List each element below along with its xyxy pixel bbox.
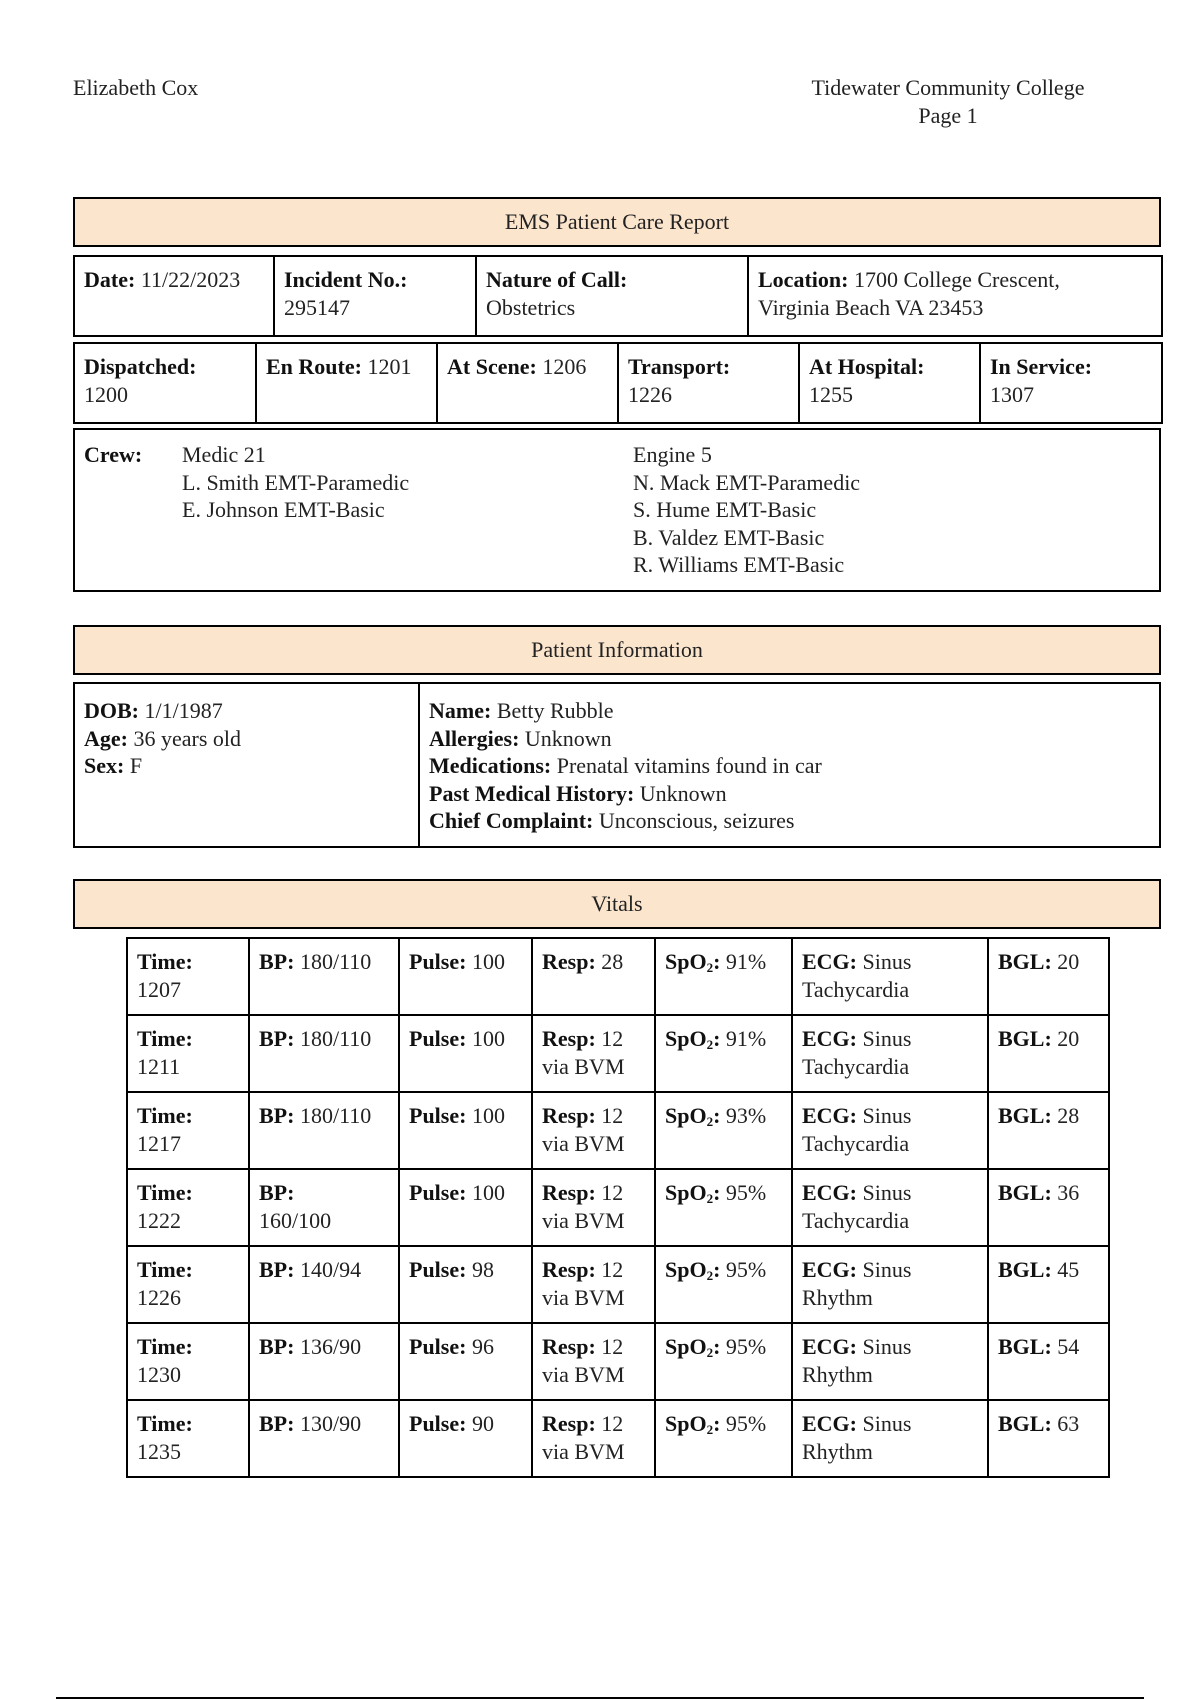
resp-label: Resp: — [542, 1334, 596, 1359]
patient-info-band — [73, 625, 1161, 675]
time-value: 1230 — [137, 1361, 181, 1387]
patient-history — [420, 684, 1159, 846]
resp-label: Resp: — [542, 1026, 596, 1051]
vitals-row — [127, 1169, 1109, 1246]
ecg-label: ECG: — [802, 1257, 857, 1282]
author-name: Elizabeth Cox — [73, 75, 199, 100]
page-number: Page 1 — [918, 102, 978, 128]
vitals-row — [127, 1092, 1109, 1169]
bp-value: 180/110 — [299, 1026, 372, 1051]
time-value: 1207 — [137, 976, 181, 1002]
vitals-pulse-cell — [399, 1400, 532, 1477]
vitals-time-cell — [127, 1169, 249, 1246]
time-cell-en-route — [256, 343, 437, 423]
date-value: 11/22/2023 — [140, 267, 241, 292]
ecg-value-line2: Rhythm — [802, 1284, 873, 1310]
spo2-value: 93% — [725, 1103, 767, 1128]
time-value: 1200 — [84, 381, 128, 407]
ecg-value-line2: Tachycardia — [802, 1130, 910, 1156]
time-value: 1307 — [990, 381, 1034, 407]
pulse-value: 90 — [471, 1411, 494, 1436]
crew-box — [73, 428, 1161, 592]
resp-method: via BVM — [542, 1130, 625, 1156]
time-cell-dispatched — [74, 343, 256, 423]
crew-member: E. Johnson EMT-Basic — [182, 497, 385, 522]
time-label: Time: — [137, 1257, 193, 1282]
ecg-value-line2: Tachycardia — [802, 1207, 910, 1233]
crew-member: Engine 5 — [633, 442, 712, 467]
time-cell-in-service — [980, 343, 1162, 423]
spo2-subscript: 2 — [706, 1345, 714, 1360]
bgl-label: BGL: — [998, 1180, 1052, 1205]
vitals-pulse-cell — [399, 938, 532, 1015]
pulse-label: Pulse: — [409, 1026, 467, 1051]
vitals-title: Vitals — [591, 891, 643, 917]
spo2-colon: : — [713, 1180, 721, 1205]
age-value: 36 years old — [133, 725, 242, 751]
spo2-label: SpO — [665, 949, 707, 974]
spo2-subscript: 2 — [706, 960, 714, 975]
crew-member: L. Smith EMT-Paramedic — [182, 469, 410, 495]
allergies-value: Unknown — [524, 725, 612, 751]
pulse-label: Pulse: — [409, 1103, 467, 1128]
vitals-bgl-cell — [988, 1400, 1109, 1477]
bgl-label: BGL: — [998, 1334, 1052, 1359]
vitals-row — [127, 1400, 1109, 1477]
dob-value: 1/1/1987 — [144, 698, 223, 723]
vitals-ecg-cell — [792, 1092, 988, 1169]
time-label: Time: — [137, 1180, 193, 1205]
chief-complaint-label: Chief Complaint: — [429, 808, 594, 833]
vitals-time-cell — [127, 1323, 249, 1400]
vitals-pulse-cell — [399, 1092, 532, 1169]
spo2-colon: : — [713, 949, 721, 974]
vitals-resp-cell — [532, 1169, 655, 1246]
time-value: 1222 — [137, 1207, 181, 1233]
spo2-value: 95% — [725, 1411, 767, 1436]
vitals-bgl-cell — [988, 1169, 1109, 1246]
vitals-row — [127, 1015, 1109, 1092]
incident-cell — [274, 256, 476, 336]
vitals-row — [127, 1246, 1109, 1323]
vitals-spo2-cell — [655, 1015, 792, 1092]
resp-value: 28 — [601, 949, 624, 974]
resp-value: 12 — [601, 1334, 624, 1359]
vitals-band — [73, 879, 1161, 929]
vitals-ecg-cell — [792, 1015, 988, 1092]
resp-method: via BVM — [542, 1284, 625, 1310]
spo2-value: 95% — [725, 1180, 767, 1205]
spo2-label: SpO — [665, 1103, 707, 1128]
resp-value: 12 — [601, 1411, 624, 1436]
spo2-subscript: 2 — [706, 1268, 714, 1283]
resp-method: via BVM — [542, 1361, 625, 1387]
date-cell — [74, 256, 274, 336]
spo2-label: SpO — [665, 1026, 707, 1051]
ecg-value-line2: Rhythm — [802, 1438, 873, 1464]
pulse-value: 100 — [471, 1026, 505, 1051]
bp-label: BP: — [259, 1180, 295, 1205]
vitals-ecg-cell — [792, 1169, 988, 1246]
bgl-value: 63 — [1057, 1411, 1080, 1436]
ecg-value-line2: Tachycardia — [802, 1053, 910, 1079]
vitals-resp-cell — [532, 1015, 655, 1092]
vitals-resp-cell — [532, 1246, 655, 1323]
ecg-value: Sinus — [862, 949, 912, 974]
crew-label: Crew: — [84, 442, 143, 467]
pulse-label: Pulse: — [409, 1257, 467, 1282]
location-value: 1700 College Crescent, — [853, 267, 1060, 292]
spo2-label: SpO — [665, 1334, 707, 1359]
bp-label: BP: — [259, 1026, 295, 1051]
vitals-ecg-cell — [792, 938, 988, 1015]
time-cell-transport — [618, 343, 799, 423]
bgl-value: 54 — [1057, 1334, 1080, 1359]
bp-label: BP: — [259, 1334, 295, 1359]
bgl-value: 20 — [1057, 1026, 1080, 1051]
time-value: 1217 — [137, 1130, 181, 1156]
time-cell-at-hospital — [799, 343, 980, 423]
crew-unit-medic — [182, 441, 409, 524]
nature-cell — [476, 256, 748, 336]
vitals-pulse-cell — [399, 1015, 532, 1092]
pulse-value: 98 — [471, 1257, 494, 1282]
page-header-right — [798, 74, 1098, 129]
pulse-label: Pulse: — [409, 949, 467, 974]
resp-method: via BVM — [542, 1053, 625, 1079]
time-label: Time: — [137, 1411, 193, 1436]
report-title: EMS Patient Care Report — [504, 209, 730, 235]
spo2-value: 91% — [725, 1026, 767, 1051]
time-cell-at-scene — [437, 343, 618, 423]
resp-label: Resp: — [542, 1411, 596, 1436]
vitals-spo2-cell — [655, 1246, 792, 1323]
patient-info-title: Patient Information — [531, 637, 703, 663]
bgl-label: BGL: — [998, 949, 1052, 974]
spo2-value: 95% — [725, 1257, 767, 1282]
bp-label: BP: — [259, 1411, 295, 1436]
crew-member: Medic 21 — [182, 442, 266, 467]
resp-method: via BVM — [542, 1207, 625, 1233]
vitals-bgl-cell — [988, 1246, 1109, 1323]
name-label: Name: — [429, 698, 492, 723]
bgl-label: BGL: — [998, 1411, 1052, 1436]
location-value-line2: Virginia Beach VA 23453 — [758, 294, 984, 320]
ecg-value: Sinus — [862, 1180, 912, 1205]
pulse-label: Pulse: — [409, 1411, 467, 1436]
spo2-subscript: 2 — [706, 1191, 714, 1206]
ecg-label: ECG: — [802, 1026, 857, 1051]
vitals-resp-cell — [532, 1323, 655, 1400]
time-value: 1255 — [809, 381, 853, 407]
time-label: Transport: — [628, 354, 731, 379]
sex-label: Sex: — [84, 753, 125, 778]
time-value: 1201 — [367, 354, 412, 379]
time-label: Time: — [137, 1026, 193, 1051]
vitals-bp-cell — [249, 1323, 399, 1400]
bp-value: 140/94 — [299, 1257, 362, 1282]
vitals-spo2-cell — [655, 1323, 792, 1400]
time-label: At Scene: — [447, 354, 537, 379]
crew-member: N. Mack EMT-Paramedic — [633, 469, 861, 495]
spo2-subscript: 2 — [706, 1422, 714, 1437]
spo2-value: 95% — [725, 1334, 767, 1359]
time-label: At Hospital: — [809, 354, 925, 379]
resp-label: Resp: — [542, 1257, 596, 1282]
ecg-label: ECG: — [802, 949, 857, 974]
vitals-pulse-cell — [399, 1323, 532, 1400]
bp-value: 136/90 — [299, 1334, 362, 1359]
vitals-ecg-cell — [792, 1400, 988, 1477]
pulse-label: Pulse: — [409, 1180, 467, 1205]
resp-method: via BVM — [542, 1438, 625, 1464]
vitals-ecg-cell — [792, 1323, 988, 1400]
date-label: Date: — [84, 267, 136, 292]
pulse-label: Pulse: — [409, 1334, 467, 1359]
bp-value: 180/110 — [299, 949, 372, 974]
bgl-value: 28 — [1057, 1103, 1080, 1128]
name-value: Betty Rubble — [496, 698, 614, 723]
vitals-time-cell — [127, 1400, 249, 1477]
vitals-pulse-cell — [399, 1246, 532, 1323]
location-cell — [748, 256, 1162, 336]
vitals-spo2-cell — [655, 1169, 792, 1246]
spo2-colon: : — [713, 1257, 721, 1282]
vitals-time-cell — [127, 938, 249, 1015]
times-table — [73, 342, 1163, 424]
bgl-label: BGL: — [998, 1257, 1052, 1282]
spo2-colon: : — [713, 1334, 721, 1359]
ecg-value: Sinus — [862, 1103, 912, 1128]
pmh-value: Unknown — [639, 780, 727, 806]
incident-value: 295147 — [284, 294, 350, 320]
vitals-bgl-cell — [988, 938, 1109, 1015]
vitals-resp-cell — [532, 1400, 655, 1477]
vitals-bp-cell — [249, 1092, 399, 1169]
vitals-bp-cell — [249, 1169, 399, 1246]
spo2-label: SpO — [665, 1411, 707, 1436]
vitals-ecg-cell — [792, 1246, 988, 1323]
resp-label: Resp: — [542, 949, 596, 974]
pulse-value: 100 — [471, 949, 505, 974]
resp-value: 12 — [601, 1180, 624, 1205]
vitals-bp-cell — [249, 938, 399, 1015]
footer-rule — [56, 1697, 1144, 1699]
vitals-bp-cell — [249, 1246, 399, 1323]
spo2-label: SpO — [665, 1257, 707, 1282]
spo2-subscript: 2 — [706, 1114, 714, 1129]
pulse-value: 100 — [471, 1180, 505, 1205]
vitals-table — [126, 937, 1110, 1478]
ecg-value: Sinus — [862, 1411, 912, 1436]
location-label: Location: — [758, 267, 849, 292]
spo2-label: SpO — [665, 1180, 707, 1205]
bgl-value: 36 — [1057, 1180, 1080, 1205]
time-value: 1226 — [137, 1284, 181, 1310]
vitals-bp-cell — [249, 1015, 399, 1092]
vitals-bgl-cell — [988, 1015, 1109, 1092]
time-label: In Service: — [990, 354, 1093, 379]
vitals-spo2-cell — [655, 1400, 792, 1477]
crew-member: R. Williams EMT-Basic — [633, 552, 845, 577]
bp-label: BP: — [259, 1103, 295, 1128]
nature-label: Nature of Call: — [486, 267, 628, 292]
time-label: Time: — [137, 1103, 193, 1128]
ecg-value: Sinus — [862, 1026, 912, 1051]
spo2-colon: : — [713, 1103, 721, 1128]
time-value: 1211 — [137, 1053, 181, 1079]
time-label: En Route: — [266, 354, 362, 379]
ecg-value: Sinus — [862, 1257, 912, 1282]
vitals-pulse-cell — [399, 1169, 532, 1246]
resp-value: 12 — [601, 1257, 624, 1282]
vitals-bp-cell — [249, 1400, 399, 1477]
chief-complaint-value: Unconscious, seizures — [598, 808, 795, 833]
bp-value: 180/110 — [299, 1103, 372, 1128]
vitals-row — [127, 1323, 1109, 1400]
ecg-value: Sinus — [862, 1334, 912, 1359]
ecg-value-line2: Tachycardia — [802, 976, 910, 1002]
bp-label: BP: — [259, 949, 295, 974]
time-value: 1226 — [628, 381, 672, 407]
crew-member: B. Valdez EMT-Basic — [633, 524, 825, 550]
vitals-resp-cell — [532, 1092, 655, 1169]
bp-label: BP: — [259, 1257, 295, 1282]
time-label: Dispatched: — [84, 354, 197, 379]
vitals-bgl-cell — [988, 1323, 1109, 1400]
incident-info-table — [73, 255, 1163, 337]
institution-name: Tidewater Community College — [811, 75, 1085, 100]
ecg-value-line2: Rhythm — [802, 1361, 873, 1387]
allergies-label: Allergies: — [429, 725, 520, 751]
dob-label: DOB: — [84, 698, 139, 723]
bgl-label: BGL: — [998, 1103, 1052, 1128]
resp-value: 12 — [601, 1026, 624, 1051]
resp-label: Resp: — [542, 1180, 596, 1205]
ecg-label: ECG: — [802, 1334, 857, 1359]
pulse-value: 100 — [471, 1103, 505, 1128]
vitals-resp-cell — [532, 938, 655, 1015]
vitals-time-cell — [127, 1092, 249, 1169]
resp-label: Resp: — [542, 1103, 596, 1128]
medications-value: Prenatal vitamins found in car — [556, 753, 822, 778]
time-label: Time: — [137, 949, 193, 974]
vitals-time-cell — [127, 1246, 249, 1323]
ecg-label: ECG: — [802, 1411, 857, 1436]
crew-unit-engine — [633, 441, 860, 579]
spo2-colon: : — [713, 1411, 721, 1436]
report-title-band — [73, 197, 1161, 247]
resp-value: 12 — [601, 1103, 624, 1128]
sex-value: F — [129, 753, 143, 778]
vitals-time-cell — [127, 1015, 249, 1092]
ecg-label: ECG: — [802, 1103, 857, 1128]
ecg-label: ECG: — [802, 1180, 857, 1205]
bgl-value: 20 — [1057, 949, 1080, 974]
time-label: Time: — [137, 1334, 193, 1359]
spo2-subscript: 2 — [706, 1037, 714, 1052]
nature-value: Obstetrics — [486, 294, 576, 320]
time-value: 1206 — [542, 354, 587, 379]
patient-info-box — [73, 682, 1161, 848]
spo2-value: 91% — [725, 949, 767, 974]
crew-member: S. Hume EMT-Basic — [633, 497, 817, 522]
vitals-row — [127, 938, 1109, 1015]
vitals-spo2-cell — [655, 938, 792, 1015]
age-label: Age: — [84, 725, 128, 751]
patient-demographics — [75, 684, 420, 846]
pmh-label: Past Medical History: — [429, 780, 635, 806]
vitals-spo2-cell — [655, 1092, 792, 1169]
pulse-value: 96 — [471, 1334, 494, 1359]
bp-value: 160/100 — [259, 1207, 332, 1233]
incident-label: Incident No.: — [284, 267, 408, 292]
vitals-bgl-cell — [988, 1092, 1109, 1169]
time-value: 1235 — [137, 1438, 181, 1464]
bgl-value: 45 — [1057, 1257, 1080, 1282]
medications-label: Medications: — [429, 753, 552, 778]
bgl-label: BGL: — [998, 1026, 1052, 1051]
spo2-colon: : — [713, 1026, 721, 1051]
bp-value: 130/90 — [299, 1411, 362, 1436]
